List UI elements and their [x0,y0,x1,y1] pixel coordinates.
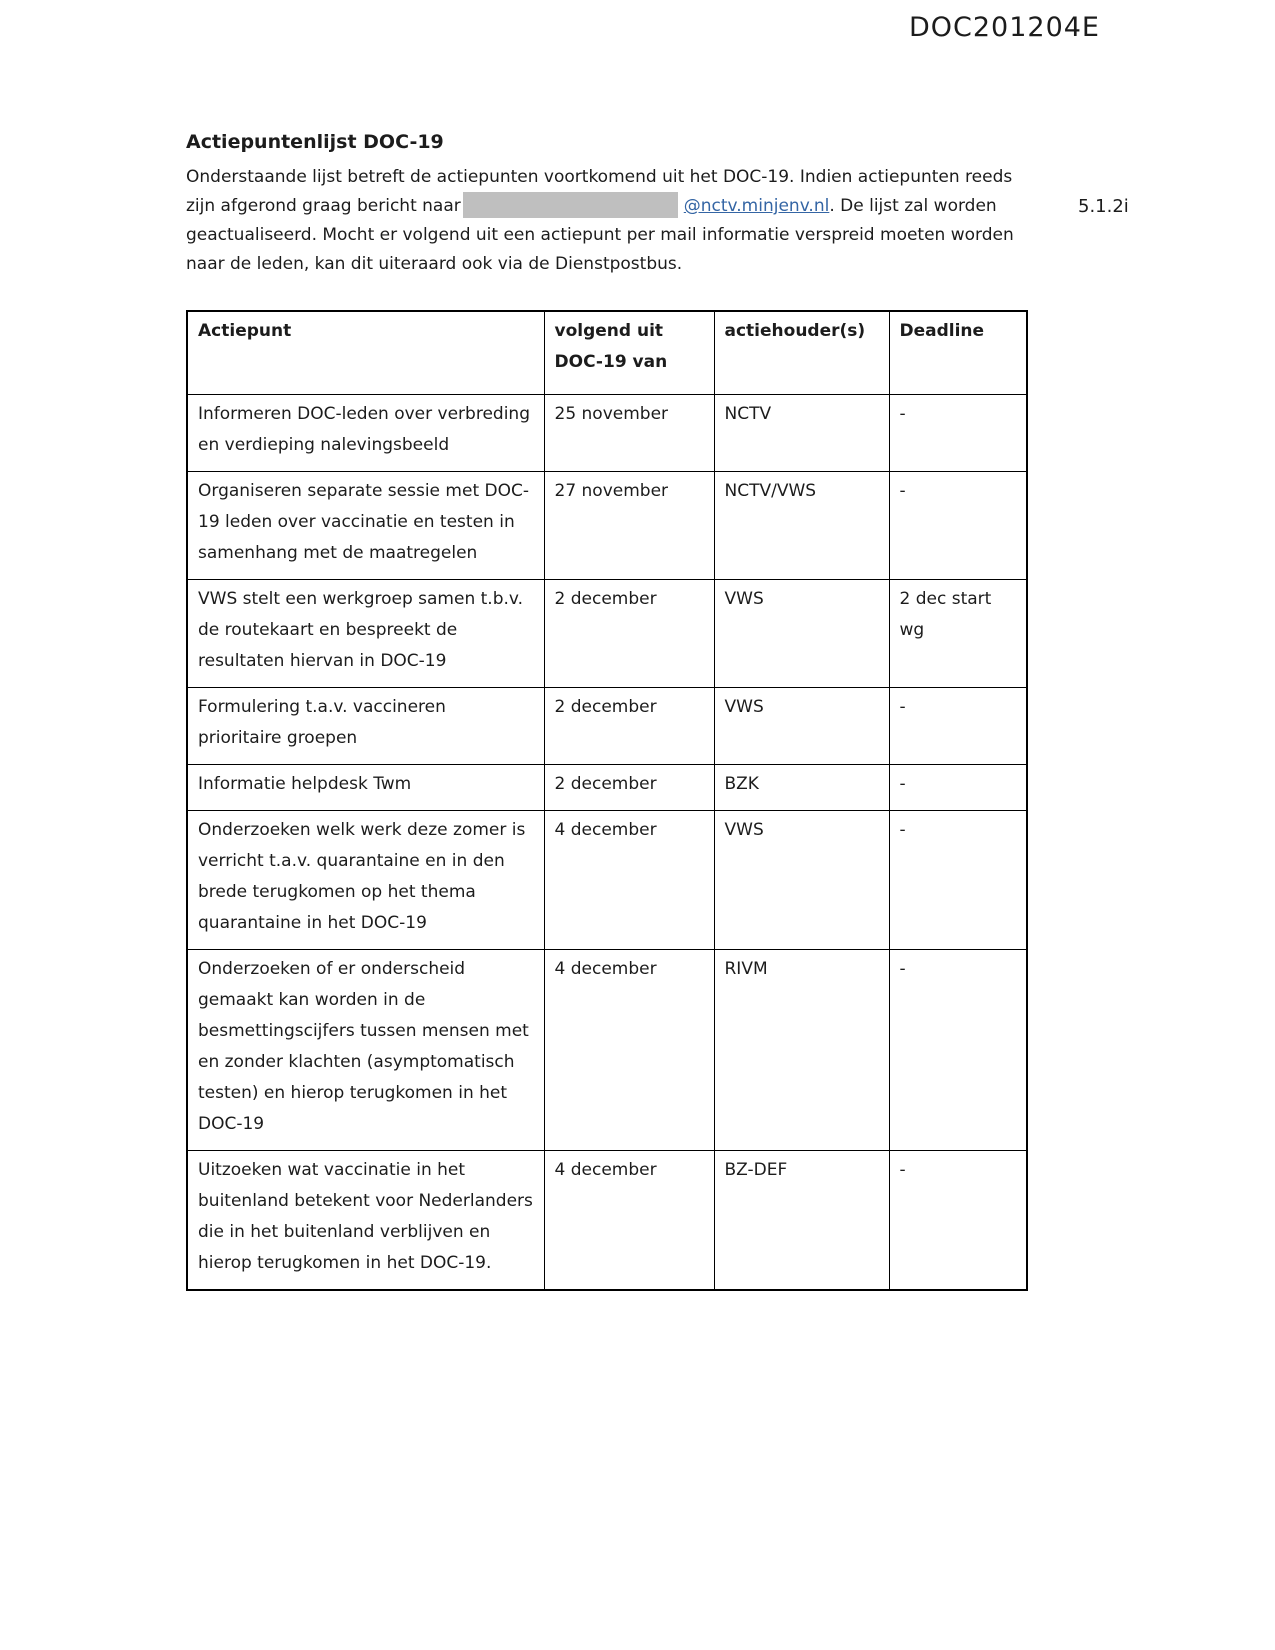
cell-volgend-uit: 25 november [544,395,714,472]
margin-reference-label: 5.1.2i [1078,196,1129,217]
cell-deadline: - [889,950,1027,1151]
cell-actiehouder: BZK [714,765,889,811]
cell-deadline: - [889,395,1027,472]
document-content [186,0,1031,279]
table-row [187,688,1027,765]
cell-volgend-uit: 2 december [544,765,714,811]
table-row [187,580,1027,688]
page-title: Actiepuntenlijst DOC-19 [186,131,444,153]
cell-actiehouder: BZ-DEF [714,1151,889,1291]
table-row [187,1151,1027,1291]
cell-deadline: 2 dec start wg [889,580,1027,688]
cell-volgend-uit: 2 december [544,688,714,765]
cell-volgend-uit: 4 december [544,950,714,1151]
cell-actiepunt: Uitzoeken wat vaccinatie in het buitenland betekent voor Nederlanders die in het buitenland verblijven en hierop terugkomen in het DOC-19. [187,1151,544,1291]
cell-actiehouder: NCTV/VWS [714,472,889,580]
header-actiepunt: Actiepunt [187,311,544,395]
table-header-row [187,311,1027,395]
cell-actiepunt: VWS stelt een werkgroep samen t.b.v. de routekaart en bespreekt de resultaten hiervan in DOC-19 [187,580,544,688]
header-deadline: Deadline [889,311,1027,395]
cell-actiepunt: Informeren DOC-leden over verbreding en verdieping nalevingsbeeld [187,395,544,472]
cell-deadline: - [889,811,1027,950]
table-row [187,811,1027,950]
intro-text-after: . De lijst zal worden geactualiseerd. Mocht er volgend uit een actiepunt per mail informatie verspreid moeten worden naar de leden, kan dit uiteraard ook via de Dienstpostbus. [186,196,1014,274]
intro-text-before: Onderstaande lijst betreft de actiepunten voortkomend uit het DOC-19. Indien actiepunten reeds zijn afgerond graag bericht naar [186,167,1013,216]
cell-actiehouder: VWS [714,688,889,765]
cell-deadline: - [889,1151,1027,1291]
email-link[interactable]: @nctv.minjenv.nl [683,196,830,216]
document-id: DOC201204E [908,12,1100,43]
redaction-box [463,192,678,218]
cell-actiehouder: VWS [714,580,889,688]
cell-volgend-uit: 4 december [544,811,714,950]
table-row [187,765,1027,811]
cell-actiehouder: NCTV [714,395,889,472]
cell-actiepunt: Formulering t.a.v. vaccineren prioritaire groepen [187,688,544,765]
table-row [187,950,1027,1151]
cell-actiepunt: Onderzoeken welk werk deze zomer is verricht t.a.v. quarantaine en in den brede terugkomen op het thema quarantaine in het DOC-19 [187,811,544,950]
cell-actiepunt: Onderzoeken of er onderscheid gemaakt kan worden in de besmettingscijfers tussen mensen met en zonder klachten (asymptomatisch testen) en hierop terugkomen in het DOC-19 [187,950,544,1151]
intro-paragraph [186,163,1031,279]
cell-volgend-uit: 4 december [544,1151,714,1291]
cell-deadline: - [889,765,1027,811]
cell-deadline: - [889,472,1027,580]
cell-actiehouder: VWS [714,811,889,950]
cell-volgend-uit: 27 november [544,472,714,580]
cell-deadline: - [889,688,1027,765]
cell-actiehouder: RIVM [714,950,889,1151]
table-row [187,472,1027,580]
header-volgend-uit: volgend uit DOC-19 van [544,311,714,395]
table-row [187,395,1027,472]
cell-actiepunt: Organiseren separate sessie met DOC-19 leden over vaccinatie en testen in samenhang met de maatregelen [187,472,544,580]
cell-actiepunt: Informatie helpdesk Twm [187,765,544,811]
action-points-table [186,310,1028,1291]
header-actiehouder: actiehouder(s) [714,311,889,395]
cell-volgend-uit: 2 december [544,580,714,688]
